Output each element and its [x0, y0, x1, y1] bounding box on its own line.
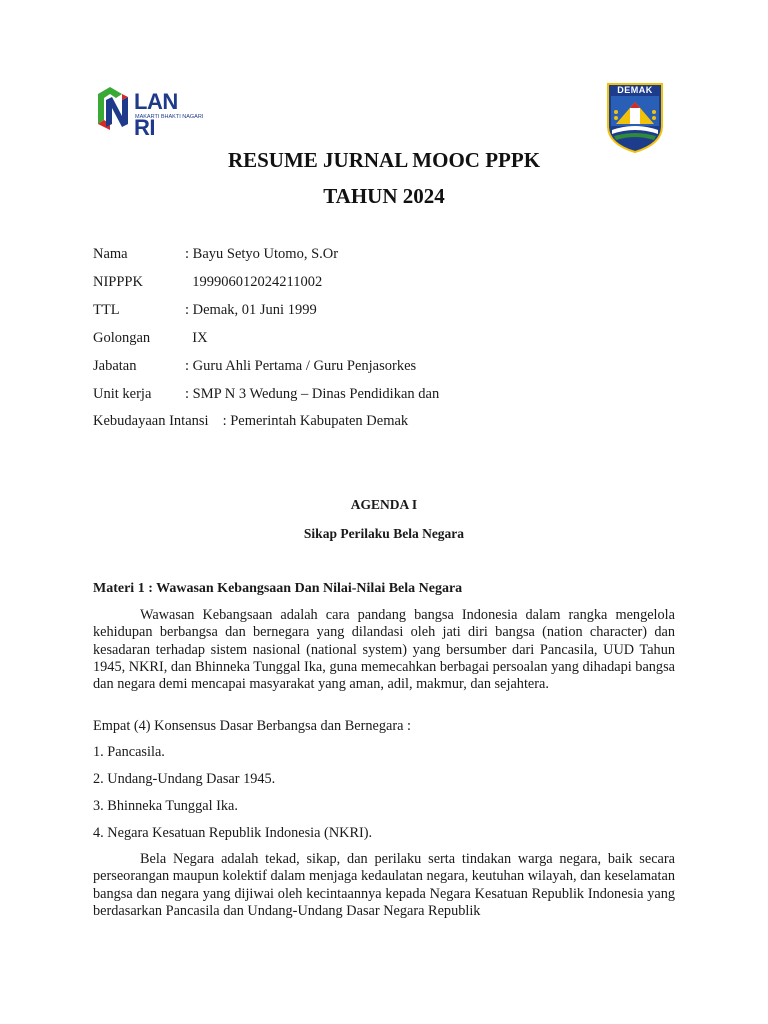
consensus-item: 4. Negara Kesatuan Republik Indonesia (NKRI).: [93, 825, 373, 841]
lan-ri-logo: [94, 84, 204, 140]
identity-value: : Demak, 01 Juni 1999: [185, 302, 317, 318]
materi-heading: Materi 1 : Wawasan Kebangsaan Dan Nilai-Nilai Bela Negara: [93, 581, 463, 596]
consensus-item: 1. Pancasila.: [93, 744, 165, 760]
document-title: RESUME JURNAL MOOC PPPK: [227, 148, 541, 172]
paragraph-bela-negara: Bela Negara adalah tekad, sikap, dan perilaku serta tindakan warga negara, baik secara perseorangan maupun kolektif dalam menjaga kedaulatan negara, keutuhan wilayah, dan keselamatan bangsa dan negara yang dijiwai oleh kecintaannya kepada Negara Kesatuan Republik Indonesia yang berdasarkan Pancasila dan Undang-Undang Dasar Negara Republik: [93, 851, 675, 919]
identity-label: NIPPPK: [93, 274, 143, 290]
identity-value: : Bayu Setyo Utomo, S.Or: [185, 246, 339, 262]
identity-label: Nama: [93, 246, 128, 262]
agenda-subtitle: Sikap Perilaku Bela Negara: [303, 526, 465, 541]
identity-row-unit-kerja: [93, 386, 439, 403]
identity-row-jabatan: [93, 358, 416, 375]
identity-row-nipppk: [93, 274, 322, 291]
identity-value: : SMP N 3 Wedung – Dinas Pendidikan dan: [185, 386, 440, 402]
lan-ri-tagline: MAKARTI BHAKTI NAGARI: [135, 114, 204, 120]
identity-value: 199906012024211002: [185, 274, 323, 290]
identity-value: : Guru Ahli Pertama / Guru Penjasorkes: [185, 358, 417, 374]
demak-seal-text: DEMAK: [617, 85, 653, 95]
identity-row-golongan: [93, 330, 208, 347]
identity-row-instansi: [93, 413, 408, 430]
paragraph-wawasan-kebangsaan: Wawasan Kebangsaan adalah cara pandang bangsa Indonesia dalam rangka mengelola kehidupan berbangsa dan bernegara yang dilandasi oleh jati diri bangsa (nation character) dan kesadaran terhadap sistem nasional (national system) yang bersumber dari Pancasila, UUD Tahun 1945, NKRI, dan Bhinneka Tunggal Ika, guna memecahkan berbagai persoalan yang dihadapi bangsa dan negara demi mencapai masyarakat yang aman, adil, makmur, dan sejahtera.: [93, 607, 675, 693]
identity-value: : Pemerintah Kabupaten Demak: [222, 413, 409, 429]
identity-label: Kebudayaan Intansi: [93, 413, 209, 429]
identity-value: IX: [185, 330, 208, 346]
demak-coat-of-arms: [606, 82, 664, 154]
consensus-intro: Empat (4) Konsensus Dasar Berbangsa dan Bernegara :: [93, 718, 412, 734]
identity-label: Golongan: [93, 330, 151, 346]
lan-ri-brand-text: LAN RI: [134, 89, 178, 140]
identity-row-nama: [93, 246, 338, 263]
identity-label: TTL: [93, 302, 120, 318]
lan-ri-emblem-icon: [94, 86, 134, 130]
consensus-item: 2. Undang-Undang Dasar 1945.: [93, 771, 276, 787]
consensus-item: 3. Bhinneka Tunggal Ika.: [93, 798, 238, 814]
identity-label: Jabatan: [93, 358, 137, 374]
identity-row-ttl: [93, 302, 317, 319]
document-year: TAHUN 2024: [323, 184, 445, 208]
identity-label: Unit kerja: [93, 386, 152, 402]
agenda-label: AGENDA I: [350, 497, 418, 512]
